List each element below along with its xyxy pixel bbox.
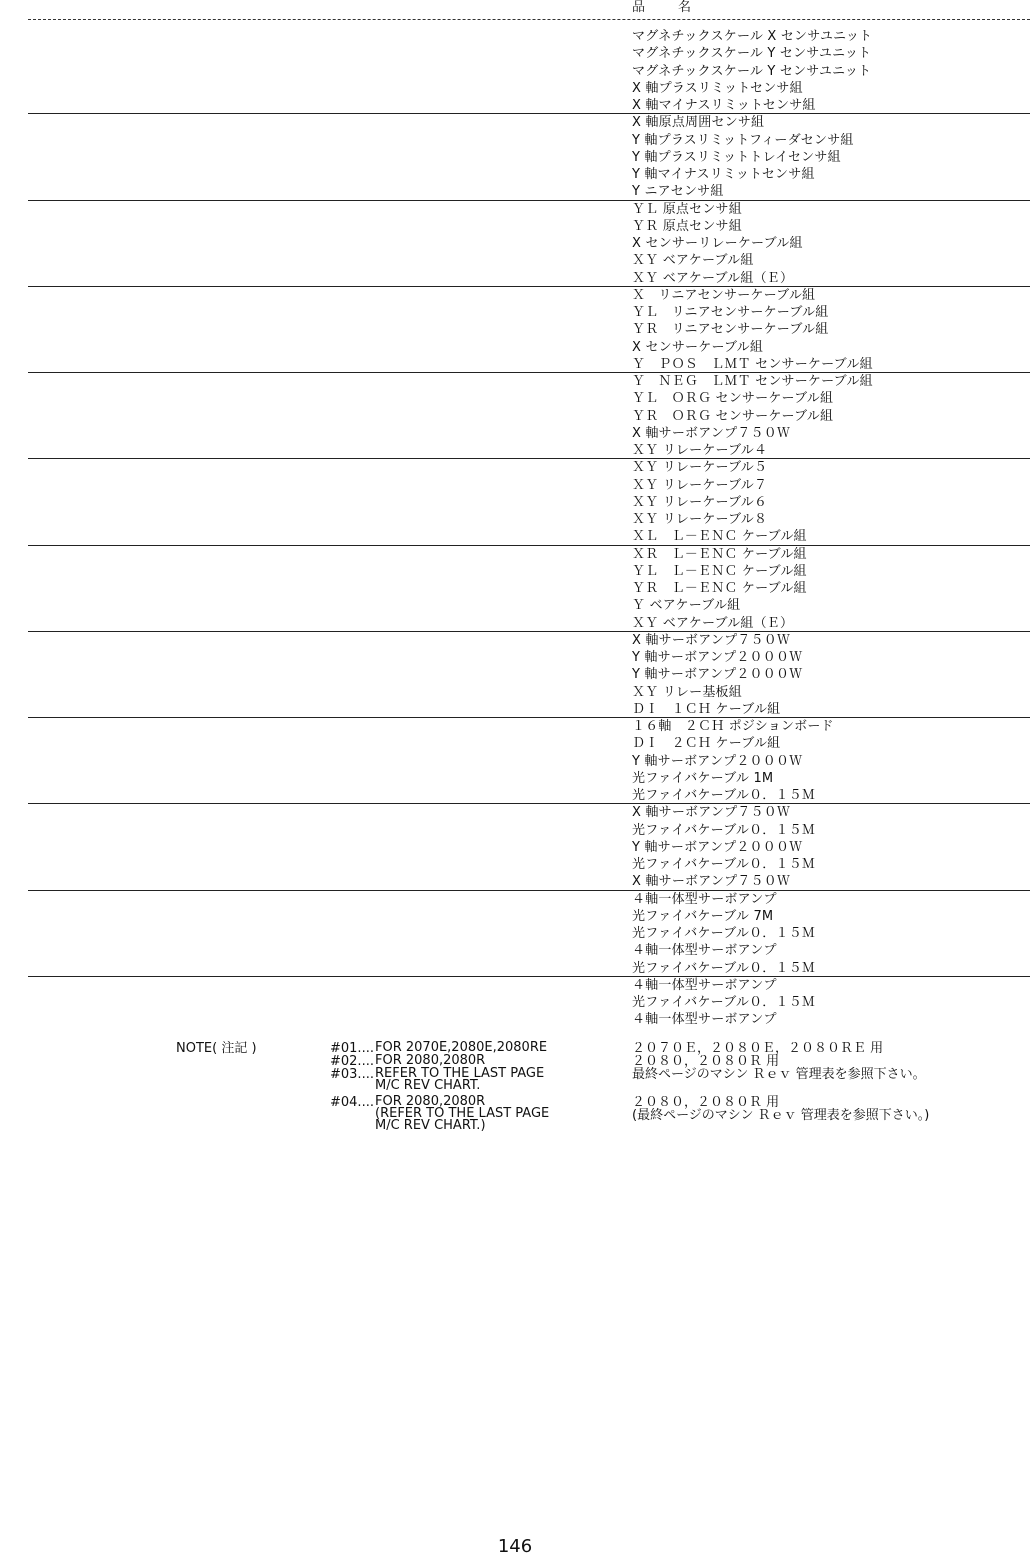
part-name: X 軸プラスリミットセンサ組 bbox=[632, 80, 803, 96]
part-name: 光ファイバケーブル 1M bbox=[632, 770, 774, 786]
part-name: マグネチックスケール X センサユニット bbox=[632, 29, 873, 44]
part-group bbox=[0, 201, 1030, 287]
part-name: ＹＲ ＯＲＧ センサーケーブル組 bbox=[632, 408, 834, 424]
note-japanese: ２０８０，２０８０Ｒ 用 bbox=[632, 1054, 780, 1069]
part-name: １６軸 ２ＣＨ ポジションボード bbox=[632, 719, 834, 734]
part-name: ＸＹ ベアケーブル組 bbox=[632, 253, 754, 269]
part-name: 光ファイバケーブル０．１５Ｍ bbox=[632, 857, 816, 872]
part-name: X 軸マイナスリミットセンサ組 bbox=[632, 98, 816, 113]
part-name: マグネチックスケール Y センサユニット bbox=[632, 46, 872, 62]
part-name: 光ファイバケーブル０．１５Ｍ bbox=[632, 960, 816, 976]
column-header-part-name: 品 名 bbox=[632, 0, 702, 15]
part-name: Y 軸マイナスリミットセンサ組 bbox=[632, 167, 815, 182]
part-name: ＹＲ 原点センサ組 bbox=[632, 218, 742, 234]
part-group bbox=[0, 632, 1030, 718]
part-name: ＹＬ ＯＲＧ センサーケーブル組 bbox=[632, 391, 834, 407]
part-name: ４軸一体型サーボアンプ bbox=[632, 943, 777, 959]
part-name: 光ファイバケーブル 7M bbox=[632, 908, 774, 924]
part-name: X 軸原点周囲センサ組 bbox=[632, 115, 765, 131]
part-name: ＸＹ リレー基板組 bbox=[632, 684, 742, 700]
part-name: ４軸一体型サーボアンプ bbox=[632, 977, 777, 993]
part-group bbox=[0, 114, 1030, 200]
part-name: Y 軸サーボアンプ２０００Ｗ bbox=[632, 667, 803, 683]
part-name: ＸＹ リレーケーブル８ bbox=[632, 512, 768, 527]
part-name: 光ファイバケーブル０．１５Ｍ bbox=[632, 926, 816, 941]
part-name: ４軸一体型サーボアンプ bbox=[632, 891, 777, 907]
part-name: ＹＬ Ｌ－ＥＮＣ ケーブル組 bbox=[632, 563, 807, 579]
part-name: ＹＲ Ｌ－ＥＮＣ ケーブル組 bbox=[632, 581, 807, 596]
part-name: Y 軸サーボアンプ２０００Ｗ bbox=[632, 650, 803, 665]
note-english: FOR 2070E,2080E,2080RE bbox=[375, 1040, 548, 1055]
part-group bbox=[0, 287, 1030, 373]
part-group bbox=[0, 891, 1030, 977]
part-name: ＸＹ リレーケーブル６ bbox=[632, 494, 768, 510]
part-name: Y 軸サーボアンプ２０００Ｗ bbox=[632, 839, 803, 855]
part-name: ＹＬ 原点センサ組 bbox=[632, 201, 742, 217]
part-group bbox=[0, 459, 1030, 545]
part-name: Y 軸プラスリミットフィーダセンサ組 bbox=[632, 132, 854, 148]
part-name: ＸＬ Ｌ－ＥＮＣ ケーブル組 bbox=[632, 529, 807, 545]
part-name: Ｙ ＮＥＧ ＬＭＴ センサーケーブル組 bbox=[632, 374, 873, 389]
part-name: X 軸サーボアンプ７５０Ｗ bbox=[632, 425, 791, 441]
part-name: ＤＩ ２ＣＨ ケーブル組 bbox=[632, 736, 781, 752]
page-number: 146 bbox=[497, 1536, 533, 1557]
part-name: ４軸一体型サーボアンプ bbox=[632, 1012, 777, 1028]
note-japanese: 最終ページのマシン Ｒｅｖ 管理表を参照下さい。 bbox=[632, 1067, 926, 1082]
part-group bbox=[0, 804, 1030, 890]
part-name: ＸＹ リレーケーブル５ bbox=[632, 460, 768, 476]
part-name: ＹＬ リニアセンサーケーブル組 bbox=[632, 305, 829, 320]
part-name: ＸＹ リレーケーブル７ bbox=[632, 477, 768, 493]
notes-title: NOTE( 注記 ) bbox=[176, 1041, 257, 1056]
part-name: ＤＩ １ＣＨ ケーブル組 bbox=[632, 701, 781, 717]
note-code: #01.... bbox=[330, 1041, 374, 1056]
note-code: #03.... bbox=[330, 1067, 374, 1082]
note-english: FOR 2080,2080R bbox=[375, 1053, 486, 1068]
part-name: X 軸サーボアンプ７５０Ｗ bbox=[632, 632, 791, 648]
parts-list bbox=[0, 28, 1030, 1063]
part-name: Y ニアセンサ組 bbox=[632, 184, 724, 200]
part-name: X 軸サーボアンプ７５０Ｗ bbox=[632, 874, 791, 890]
part-name: Ｘ リニアセンサーケーブル組 bbox=[632, 287, 816, 303]
part-name: ＸＹ ベアケーブル組（Ｅ） bbox=[632, 270, 794, 286]
part-name: ＸＲ Ｌ－ＥＮＣ ケーブル組 bbox=[632, 546, 807, 562]
part-group bbox=[0, 28, 1030, 114]
part-name: 光ファイバケーブル０．１５Ｍ bbox=[632, 822, 816, 838]
part-group bbox=[0, 718, 1030, 804]
note-japanese: ２０８０，２０８０Ｒ 用 (最終ページのマシン Ｒｅｖ 管理表を参照下さい。) bbox=[632, 1095, 930, 1123]
part-name: Ｙ ＰＯＳ ＬＭＴ センサーケーブル組 bbox=[632, 356, 873, 372]
part-name: ＸＹ リレーケーブル４ bbox=[632, 443, 768, 458]
note-code: #04.... bbox=[330, 1095, 374, 1110]
part-group bbox=[0, 373, 1030, 459]
note-english: FOR 2080,2080R (REFER TO THE LAST PAGE M/C REV CHART.) bbox=[375, 1094, 550, 1133]
part-name: Ｙ ベアケーブル組 bbox=[632, 598, 741, 614]
part-name: マグネチックスケール Y センサユニット bbox=[632, 63, 872, 79]
part-name: 光ファイバケーブル０．１５Ｍ bbox=[632, 788, 816, 803]
header-divider bbox=[28, 19, 1030, 20]
note-code: #02.... bbox=[330, 1054, 374, 1069]
part-name: X センサーリレーケーブル組 bbox=[632, 236, 803, 251]
part-group bbox=[0, 546, 1030, 632]
part-name: Y 軸サーボアンプ２０００Ｗ bbox=[632, 753, 803, 769]
note-japanese: ２０７０Ｅ，２０８０Ｅ，２０８０ＲＥ 用 bbox=[632, 1041, 884, 1056]
part-name: Y 軸プラスリミットトレイセンサ組 bbox=[632, 149, 841, 165]
note-english: REFER TO THE LAST PAGE M/C REV CHART. bbox=[375, 1066, 545, 1093]
part-name: ＸＹ ベアケーブル組（Ｅ） bbox=[632, 615, 794, 631]
part-name: X 軸サーボアンプ７５０Ｗ bbox=[632, 805, 791, 821]
part-name: X センサーケーブル組 bbox=[632, 339, 764, 355]
part-name: ＹＲ リニアセンサーケーブル組 bbox=[632, 322, 829, 338]
part-name: 光ファイバケーブル０．１５Ｍ bbox=[632, 995, 816, 1010]
